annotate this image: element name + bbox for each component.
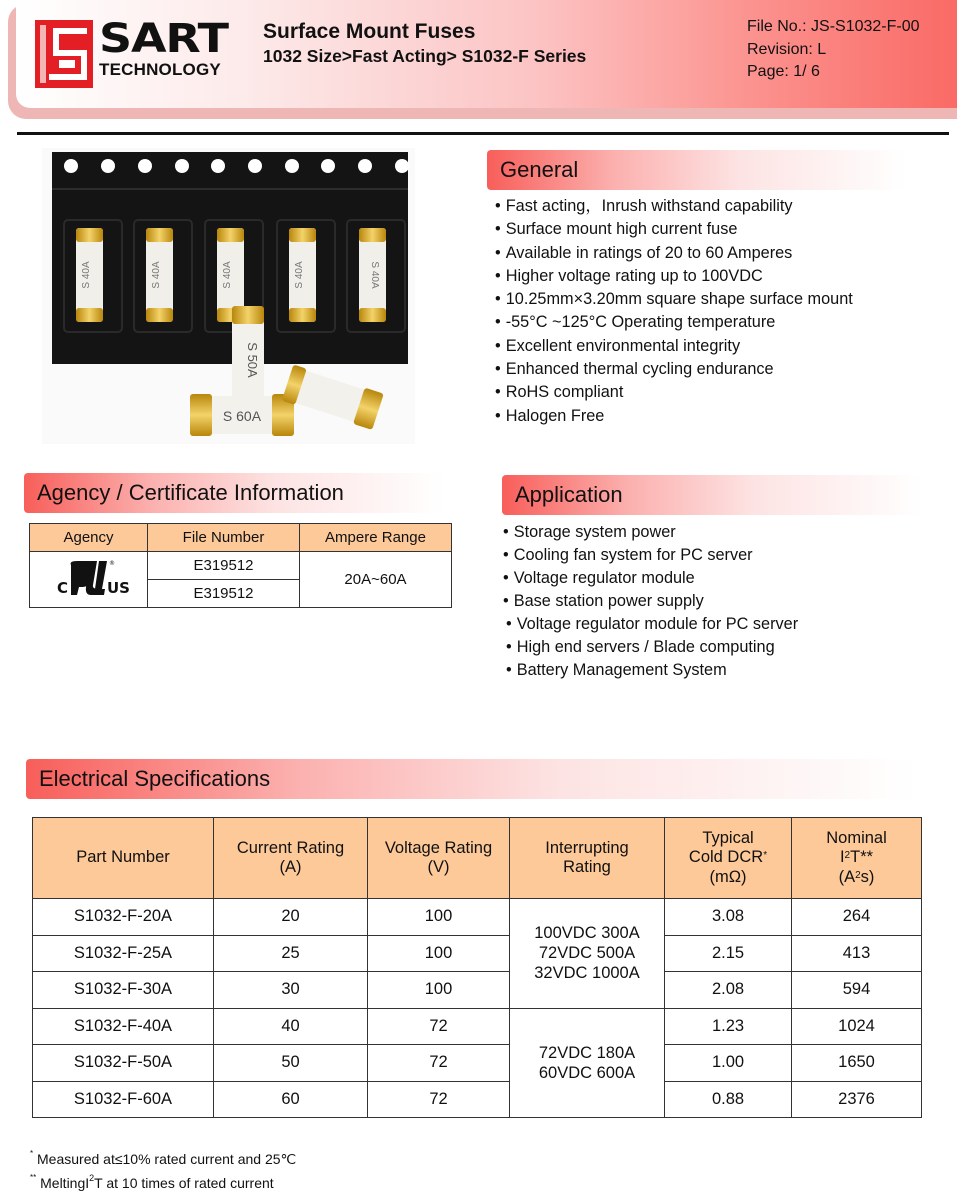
company-logo	[35, 16, 245, 92]
column-header-current-rating: Current Rating (A)	[214, 818, 368, 899]
list-item: • Cooling fan system for PC server	[503, 544, 943, 567]
electrical-specs-table	[32, 817, 922, 1118]
list-item: • Base station power supply	[503, 590, 943, 613]
column-header-cold-dcr: Typical Cold DCR* (mΩ)	[665, 818, 792, 899]
list-item: • Voltage regulator module	[503, 567, 943, 590]
voltage-cell: 100	[368, 972, 510, 1009]
dcr-cell: 1.23	[665, 1008, 792, 1045]
fuse-label: S 50A	[245, 342, 260, 378]
current-cell: 50	[214, 1045, 368, 1082]
list-item: • Battery Management System	[503, 659, 943, 682]
part-number-cell: S1032-F-20A	[33, 899, 214, 936]
interrupting-rating-cell: 72VDC 180A 60VDC 600A	[510, 1008, 665, 1118]
table-row	[33, 1081, 922, 1118]
document-meta	[747, 16, 920, 84]
section-header-application: Application	[502, 475, 922, 515]
svg-text:US: US	[106, 578, 130, 597]
general-features-list	[495, 195, 945, 428]
list-item: • Surface mount high current fuse	[495, 218, 945, 241]
dcr-cell: 0.88	[665, 1081, 792, 1118]
table-row	[33, 1008, 922, 1045]
page-number: Page: 1/ 6	[747, 63, 820, 80]
sart-logo-icon	[35, 20, 93, 88]
voltage-cell: 100	[368, 935, 510, 972]
i2t-cell: 2376	[792, 1081, 922, 1118]
current-cell: 20	[214, 899, 368, 936]
revision: Revision: L	[747, 40, 827, 58]
part-number-cell: S1032-F-25A	[33, 935, 214, 972]
dcr-cell: 2.15	[665, 935, 792, 972]
list-item: • Storage system power	[503, 521, 943, 544]
column-header-nominal-i2t: Nominal $I^2T**$ $(A^2s)$	[792, 818, 922, 899]
voltage-cell: 72	[368, 1081, 510, 1118]
cul-us-mark-icon	[39, 555, 139, 601]
column-header: Ampere Range	[300, 524, 452, 552]
column-header-part-number: Part Number	[33, 818, 214, 899]
i2t-cell: 594	[792, 972, 922, 1009]
list-item: • Available in ratings of 20 to 60 Amperes	[495, 242, 945, 265]
list-item: • Voltage regulator module for PC server	[503, 613, 943, 636]
footnote-dcr: * Measured at≤10% rated current and 25℃	[30, 1149, 297, 1167]
list-item: • 10.25mm×3.20mm square shape surface mount	[495, 288, 945, 311]
table-header-row	[33, 818, 922, 899]
i2t-cell: 413	[792, 935, 922, 972]
header-divider	[17, 132, 949, 135]
list-item: • Excellent environmental integrity	[495, 335, 945, 358]
list-item: • Enhanced thermal cycling endurance	[495, 358, 945, 381]
column-header: File Number	[148, 524, 300, 552]
list-item: • RoHS compliant	[495, 381, 945, 404]
fuse-illustration	[42, 148, 415, 444]
section-header-general: General	[487, 150, 907, 190]
list-item: • High end servers / Blade computing	[503, 636, 943, 659]
current-cell: 60	[214, 1081, 368, 1118]
voltage-cell: 100	[368, 899, 510, 936]
fuse-label: S 40A	[222, 261, 233, 289]
dcr-cell: 3.08	[665, 899, 792, 936]
file-number-cell: E319512	[148, 552, 300, 580]
list-item: • Halogen Free	[495, 405, 945, 428]
table-row	[33, 972, 922, 1009]
section-header-electrical: Electrical Specifications	[26, 759, 916, 799]
application-list	[503, 521, 943, 682]
dcr-cell: 2.08	[665, 972, 792, 1009]
ul-certification-logo	[30, 552, 148, 608]
list-item: • -55°C ~125°C Operating temperature	[495, 311, 945, 334]
i2t-cell: 1650	[792, 1045, 922, 1082]
footnote-i2t: ** MeltingI$^2$T at 10 times of rated current	[30, 1173, 274, 1191]
logo-word: SART	[99, 16, 228, 62]
voltage-cell: 72	[368, 1008, 510, 1045]
logo-tagline: TECHNOLOGY	[99, 60, 221, 79]
agency-table	[29, 523, 452, 608]
list-item: • Fast acting，Inrush withstand capability	[495, 195, 945, 218]
column-header: Agency	[30, 524, 148, 552]
product-photo	[42, 148, 415, 444]
fuse-label: S 60A	[222, 408, 262, 424]
fuse-label: S 40A	[151, 261, 162, 289]
part-number-cell: S1032-F-60A	[33, 1081, 214, 1118]
table-row	[33, 935, 922, 972]
ampere-range-cell: 20A~60A	[300, 552, 452, 608]
i2t-cell: 264	[792, 899, 922, 936]
svg-text:C: C	[56, 578, 68, 597]
table-row	[33, 1045, 922, 1082]
dcr-cell: 1.00	[665, 1045, 792, 1082]
file-number: File No.: JS-S1032-F-00	[747, 18, 920, 35]
document-title: Surface Mount Fuses	[263, 20, 476, 43]
fuse-label: S 40A	[369, 261, 380, 289]
current-cell: 30	[214, 972, 368, 1009]
fuse-label: S 40A	[81, 261, 92, 289]
part-number-cell: S1032-F-30A	[33, 972, 214, 1009]
current-cell: 40	[214, 1008, 368, 1045]
voltage-cell: 72	[368, 1045, 510, 1082]
column-header-interrupting-rating: Interrupting Rating	[510, 818, 665, 899]
fuse-label: S 40A	[294, 261, 305, 289]
section-header-agency: Agency / Certificate Information	[24, 473, 444, 513]
file-number-cell: E319512	[148, 580, 300, 608]
part-number-cell: S1032-F-50A	[33, 1045, 214, 1082]
column-header-voltage-rating: Voltage Rating (V)	[368, 818, 510, 899]
list-item: • Higher voltage rating up to 100VDC	[495, 265, 945, 288]
document-subtitle: 1032 Size>Fast Acting> S1032-F Series	[263, 46, 587, 66]
part-number-cell: S1032-F-40A	[33, 1008, 214, 1045]
current-cell: 25	[214, 935, 368, 972]
table-row	[33, 899, 922, 936]
i2t-cell: 1024	[792, 1008, 922, 1045]
interrupting-rating-cell: 100VDC 300A 72VDC 500A 32VDC 1000A	[510, 899, 665, 1009]
svg-text:®: ®	[108, 559, 115, 567]
